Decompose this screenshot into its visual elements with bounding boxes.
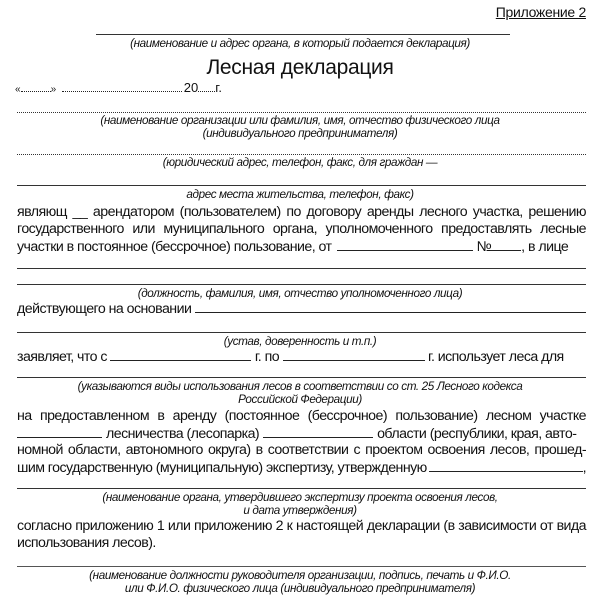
date-year-prefix: 20 xyxy=(183,80,199,95)
declares-to-label: г. по xyxy=(254,349,280,365)
date-year-suffix: г. xyxy=(215,80,222,95)
applicant-name-caption-1: (наименование организации или фамилия, имя, отчество физического лица xyxy=(100,113,500,127)
plot-line-4 xyxy=(17,459,586,477)
plot-line-3: номной области, автономного округа) в соответствии с проектом освоения лесов, прошед- xyxy=(17,442,586,458)
basis-line xyxy=(17,300,586,318)
authority-field-line[interactable] xyxy=(96,34,510,35)
basis-caption: (устав, доверенность и т.п.) xyxy=(223,334,377,348)
signature-field-line[interactable] xyxy=(17,566,586,567)
use-type-caption-1: (указываются виды использования лесов в соответствии со ст. 25 Лесного кодекса xyxy=(77,379,523,393)
date-line xyxy=(15,80,222,95)
representative-field-line-2[interactable] xyxy=(17,284,586,285)
approved-by-field[interactable] xyxy=(429,459,583,472)
contract-number-field[interactable] xyxy=(491,238,521,251)
use-end-date-field[interactable] xyxy=(283,348,425,361)
appendix-line-1: согласно приложению 1 или приложению 2 к настоящей декларации (в зависимости от вида xyxy=(17,518,586,534)
region-field[interactable] xyxy=(263,425,373,438)
approver-caption-1: (наименование органа, утвердившего экспертизу проекта освоения лесов, xyxy=(102,490,498,504)
plot-line-2 xyxy=(17,425,586,443)
representative-field-line-1[interactable] xyxy=(17,268,586,269)
authority-caption: (наименование и адрес органа, в который подается декларация) xyxy=(130,36,470,50)
appendix-label: Приложение 2 xyxy=(495,4,586,20)
forestry-label: лесничества (лесопарка) xyxy=(106,426,260,442)
date-month-field[interactable] xyxy=(62,80,182,92)
date-day-field[interactable] xyxy=(21,80,51,92)
approver-field-line[interactable] xyxy=(17,488,586,489)
use-type-caption-2: Российской Федерации) xyxy=(238,392,362,406)
applicant-address-caption-1: (юридический адрес, телефон, факс, для граждан — xyxy=(162,155,438,169)
applicant-residence-field-line[interactable] xyxy=(17,185,586,186)
basis-field-line-2[interactable] xyxy=(17,332,586,333)
body-line-1: являющ __ арендатором (пользователем) по договору аренды лесного участка, решению xyxy=(17,204,586,220)
page-title: Лесная декларация xyxy=(206,56,394,79)
basis-label: действующего на основании xyxy=(17,301,192,317)
date-close-quote: » xyxy=(50,84,57,95)
plot-line-1: на предоставленном в аренду (постоянное (бессрочное) пользование) лесном участке xyxy=(17,408,586,424)
contract-number-label: № xyxy=(476,239,492,255)
appendix-line-2: использования лесов). xyxy=(17,535,156,551)
declares-from-label: заявляет, что с xyxy=(17,349,107,365)
declares-use-label: г. использует леса для xyxy=(428,349,564,365)
approver-caption-2: и дата утверждения) xyxy=(243,503,357,517)
body-line-2: государственного или муниципального органа, уполномоченного предоставлять лесные xyxy=(17,221,586,237)
approved-comma: , xyxy=(582,460,586,476)
basis-field[interactable] xyxy=(195,300,586,313)
signature-caption-2: или Ф.И.О. физического лица (индивидуального предпринимателя) xyxy=(124,581,476,595)
date-open-quote: « xyxy=(15,84,21,95)
contract-date-field[interactable] xyxy=(337,238,473,251)
forestry-field[interactable] xyxy=(17,425,102,438)
declares-line xyxy=(17,348,586,366)
representative-caption: (должность, фамилия, имя, отчество уполномоченного лица) xyxy=(137,286,463,300)
contract-date-label: участки в постоянное (бессрочное) пользование, от xyxy=(17,239,332,255)
body-line-3 xyxy=(17,238,586,256)
applicant-name-caption-2: (индивидуального предпринимателя) xyxy=(202,126,398,140)
use-type-field-line[interactable] xyxy=(17,377,586,378)
date-year-field[interactable] xyxy=(198,80,215,92)
approved-label: шим государственную (муниципальную) экспертизу, утвержденную xyxy=(17,460,427,476)
use-start-date-field[interactable] xyxy=(110,348,251,361)
signature-caption-1: (наименование должности руководителя организации, подпись, печать и Ф.И.О. xyxy=(89,568,511,582)
region-label: области (республики, края, авто- xyxy=(377,426,577,442)
in-person-label: , в лице xyxy=(521,239,569,255)
applicant-address-caption-2: адрес места жительства, телефон, факс) xyxy=(186,187,414,201)
